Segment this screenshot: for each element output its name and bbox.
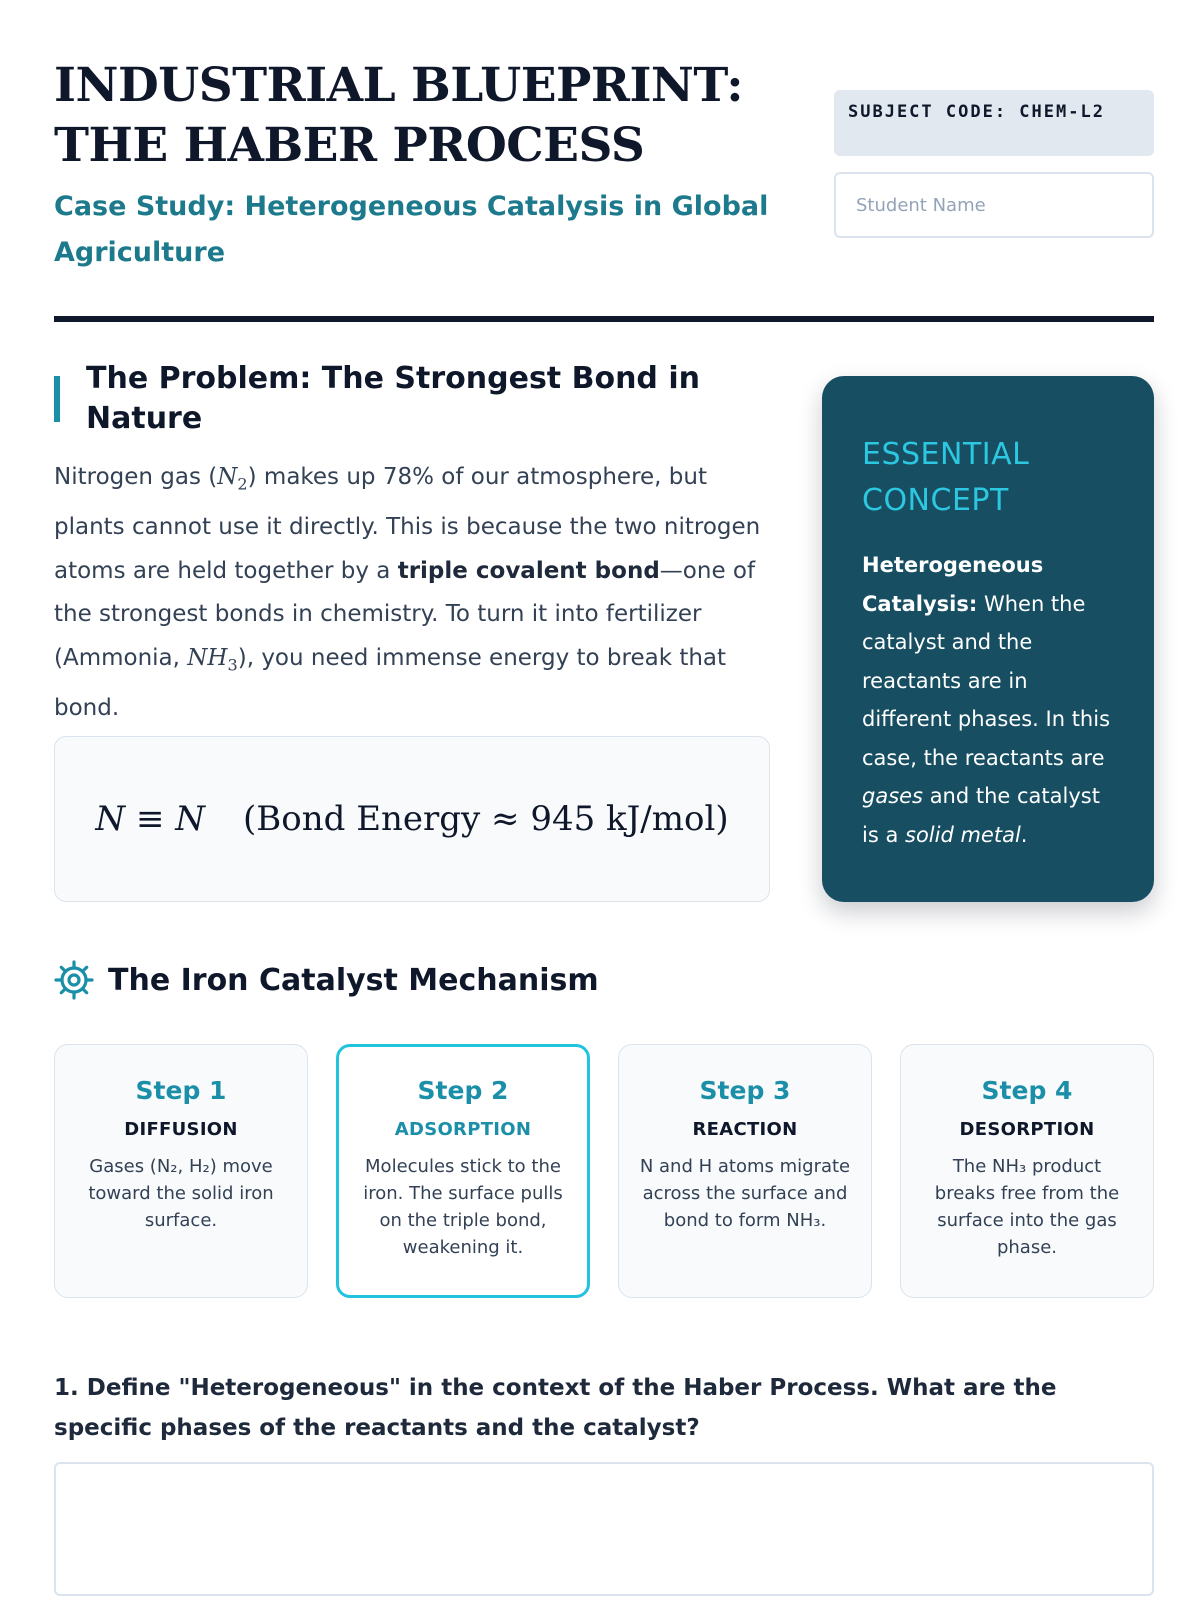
subject-code-badge: SUBJECT CODE: CHEM-L2 [834,90,1154,156]
concept-gases: gases [862,784,924,808]
concept-term: Heterogeneous Catalysis: [862,553,1044,616]
question-1: 1. Define "Heterogeneous" in the context of the Haber Process. What are the specific phases of the reactants and the catalyst? [54,1375,1057,1441]
problem-text-1: Nitrogen gas ( [54,464,218,490]
formula-nh3: $NH_3$ [187,644,238,675]
problem-section [54,361,770,730]
step-name: DESORPTION [959,1119,1095,1140]
page-title: INDUSTRIAL BLUEPRINT: THE HABER PROCESS [54,58,744,173]
step-description: Gases (N₂, H₂) move toward the solid iron surface. [88,1156,274,1231]
step-card-1 [54,1044,308,1298]
page-subtitle: Case Study: Heterogeneous Catalysis in Global Agriculture [54,191,769,268]
concept-text: Heterogeneous Catalysis: When the catalyst and the reactants are in different phases. In this case, the reactants are gases and the catalyst is a solid metal. [862,553,1111,847]
bond-energy-equation [54,736,770,902]
step-number: Step 3 [699,1076,791,1105]
student-name-input[interactable] [834,172,1154,238]
equation-lhs: N ≡ N [95,799,205,839]
mechanism-heading [54,956,599,1004]
header-divider [54,316,1154,322]
step-card-3 [618,1044,872,1298]
mechanism-steps [54,1044,1154,1298]
step-number: Step 1 [135,1076,227,1105]
header [54,56,1154,324]
problem-paragraph [54,456,770,730]
step-number: Step 2 [417,1076,509,1105]
answer-field-1[interactable] [54,1462,1154,1596]
problem-heading: The Problem: The Strongest Bond in Nature [54,376,770,422]
gear-icon [54,960,94,1000]
step-description: Molecules stick to the iron. The surface pulls on the triple bond, weakening it. [363,1156,563,1258]
step-card-2 [336,1044,590,1298]
problem-text-2: ) makes up 78% of our atmosphere, but plants cannot use it directly. This is because the two nitrogen atoms are held together by a [54,464,761,584]
step-card-4 [900,1044,1154,1298]
problem-text-4: ), you need immense energy to break that bond. [54,644,727,721]
equation-rhs: (Bond Energy ≈ 945 kJ/mol) [243,799,729,839]
concept-title: ESSENTIAL CONCEPT [862,437,1030,518]
step-description: N and H atoms migrate across the surface and bond to form NH₃. [639,1156,851,1231]
problem-text-3: —one of the strongest bonds in chemistry. To turn it into fertilizer (Ammonia, [54,557,756,671]
step-name: ADSORPTION [394,1119,532,1140]
essential-concept-card [822,376,1154,902]
step-name: REACTION [692,1119,798,1140]
worksheet-page [54,0,1154,1600]
formula-n2: $N_2$ [217,464,248,494]
step-description: The NH₃ product breaks free from the surface into the gas phase. [934,1156,1120,1258]
mechanism-heading-text: The Iron Catalyst Mechanism [108,962,599,998]
step-name: DIFFUSION [124,1119,238,1140]
problem-bold-term: triple covalent bond [397,557,660,584]
step-number: Step 4 [981,1076,1073,1105]
concept-solid-metal: solid metal [905,822,1021,847]
